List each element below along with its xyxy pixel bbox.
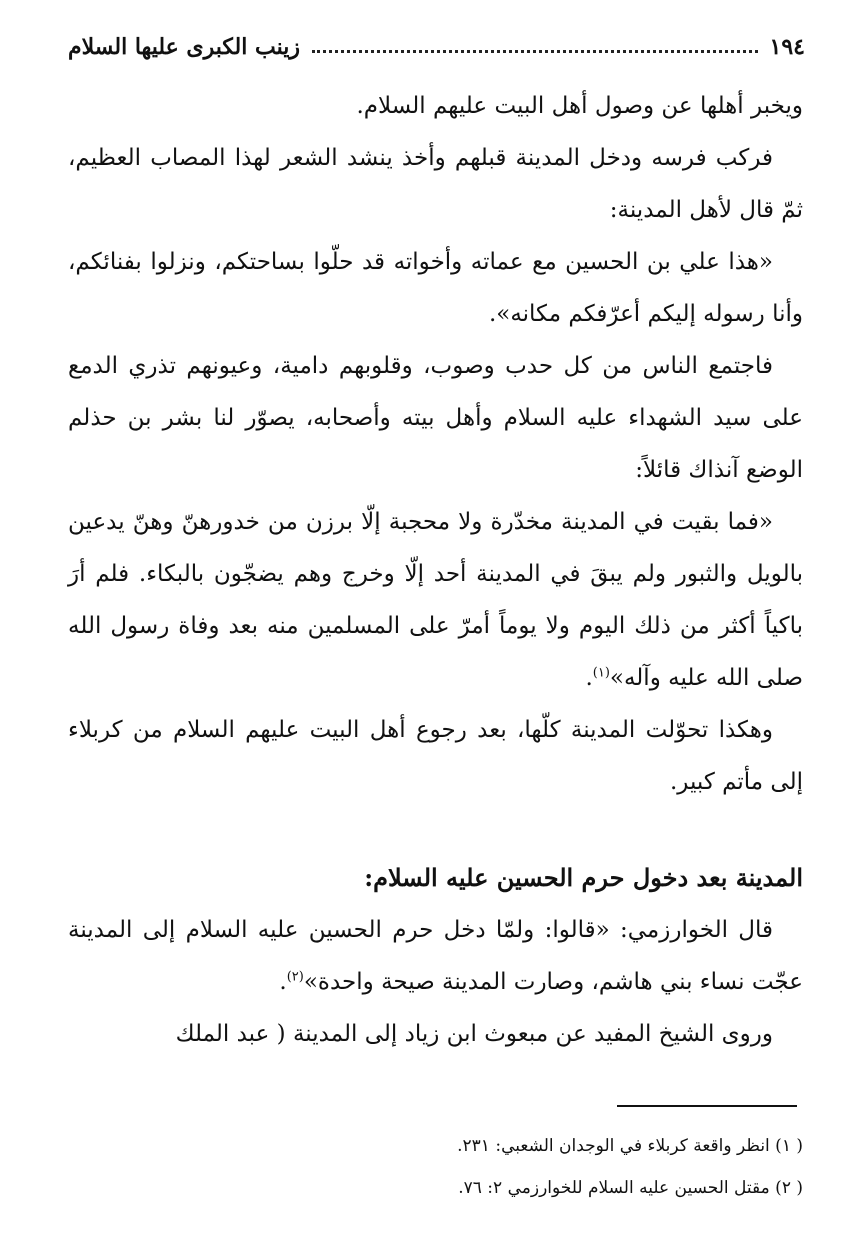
paragraph-5-text: «فما بقيت في المدينة مخدّرة ولا محجبة إلّا برزن من خدورهنّ وهنّ يدعين بالويل والثبور ولم يبقَ في المدينة أحد إلّا وخرج وهم يضجّون بالبكاء. فلم أرَ باكياً أكثر من ذلك اليوم ولا يوماً أمرّ على المسلمين منه بعد وفاة رسول الله صلى الله عليه وآله» [68, 509, 803, 691]
footnote-marker-1: (١) [592, 665, 610, 681]
page-number: ١٩٤ [769, 34, 805, 60]
paragraph-7-text: قال الخوارزمي: «قالوا: ولمّا دخل حرم الحسين عليه السلام إلى المدينة عجّت نساء بني هاشم، وصارت المدينة صيحة واحدة» [68, 917, 803, 995]
section-heading: المدينة بعد دخول حرم الحسين عليه السلام: [364, 863, 803, 892]
paragraph-7 [68, 904, 803, 1008]
footnote-1: ( ١) انظر واقعة كربلاء في الوجدان الشعبي: ٢٣١. [457, 1136, 803, 1156]
running-title: زينب الكبرى عليها السلام [68, 34, 301, 60]
paragraph-7-end: . [279, 969, 287, 995]
paragraph-2: فركب فرسه ودخل المدينة قبلهم وأخذ ينشد الشعر لهذا المصاب العظيم، ثمّ قال لأهل المدينة: [68, 145, 803, 223]
paragraph-5-quote [68, 496, 803, 704]
main-text [68, 80, 803, 1060]
section-spacer [68, 808, 803, 852]
paragraph-4: فاجتمع الناس من كل حدب وصوب، وقلوبهم دامية، وعيونهم تذري الدمع على سيد الشهداء عليه السلام وأهل بيته وأصحابه، يصوّر لنا بشر بن حذلم الوضع آنذاك قائلاً: [68, 353, 803, 483]
header-dotted-leader [312, 50, 758, 53]
footnote-marker-2: (٢) [286, 969, 304, 985]
footnotes [68, 1125, 803, 1209]
footnote-2: ( ٢) مقتل الحسين عليه السلام للخوارزمي ٢: ٧٦. [458, 1178, 803, 1198]
paragraph-6: وهكذا تحوّلت المدينة كلّها، بعد رجوع أهل البيت عليهم السلام من كربلاء إلى مأتم كبير. [68, 717, 803, 795]
paragraph-5-end: . [585, 665, 593, 691]
paragraph-1: ويخبر أهلها عن وصول أهل البيت عليهم السلام. [356, 93, 803, 119]
paragraph-8: وروى الشيخ المفيد عن مبعوث ابن زياد إلى المدينة ( عبد الملك [175, 1021, 773, 1047]
page-header [68, 30, 805, 64]
footnote-separator [617, 1105, 797, 1107]
paragraph-3-quote: «هذا علي بن الحسين مع عماته وأخواته قد حلّوا بساحتكم، ونزلوا بفنائكم، وأنا رسوله إليكم أعرّفكم مكانه». [68, 249, 803, 327]
